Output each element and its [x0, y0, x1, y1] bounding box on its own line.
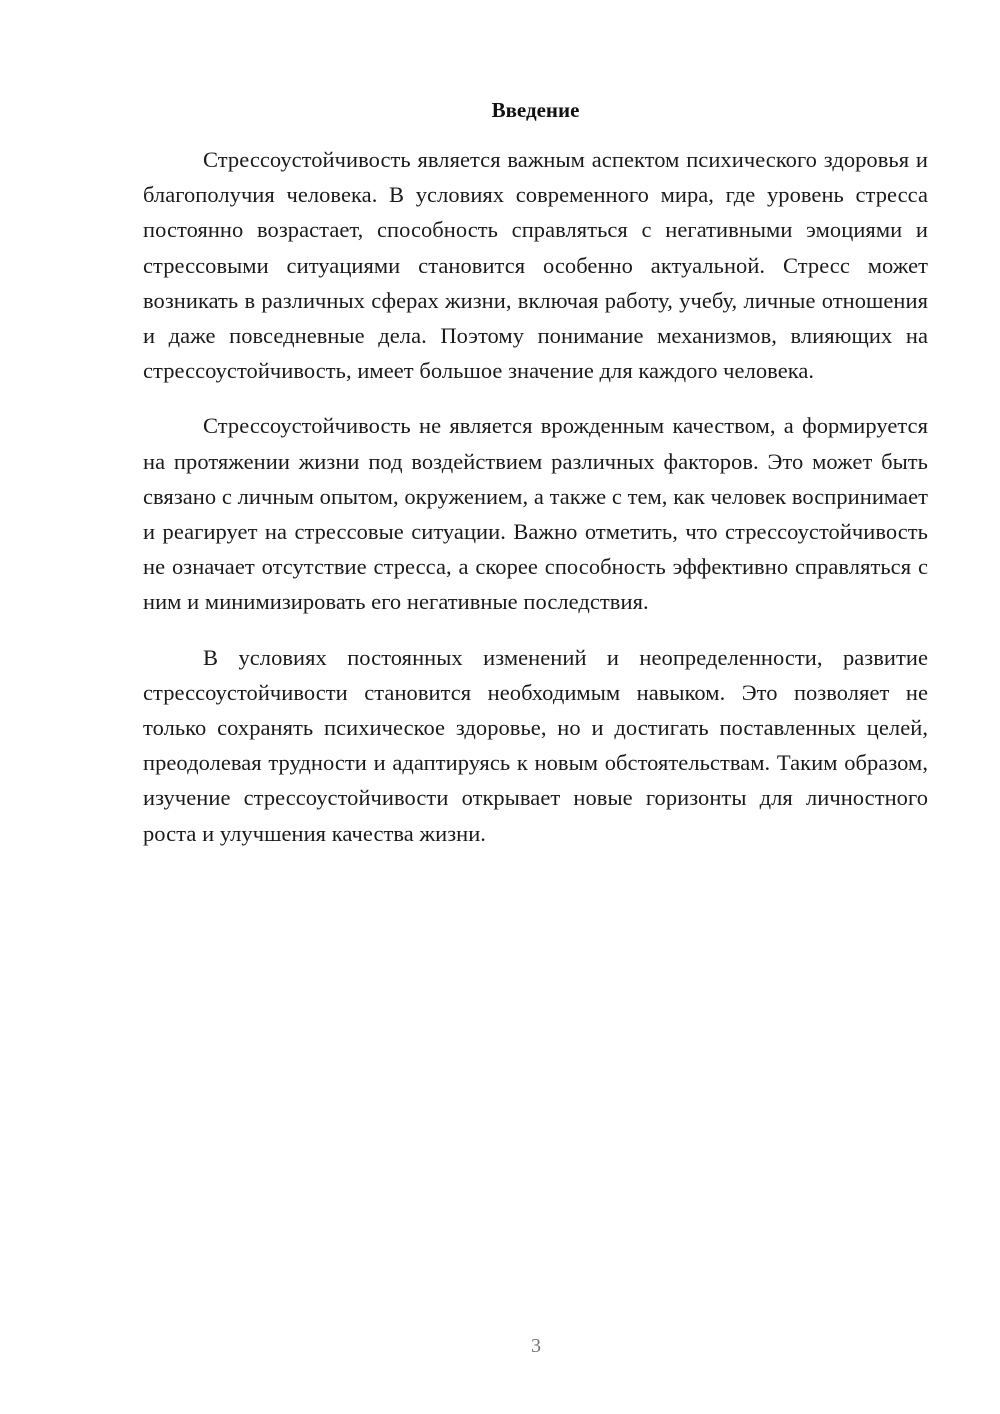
paragraph-3: В условиях постоянных изменений и неопределенности, развитие стрессоустойчивости становится необходимым навыком. Это позволяет не только сохранять психическое здоровье, но и достигать поставленных целей, преодолевая трудности и адаптируясь к новым обстоятельствам. Таким образом, изучение стрессоустойчивости открывает новые горизонты для личностного роста и улучшения качества жизни. — [143, 644, 928, 846]
page-content — [143, 92, 928, 851]
page-number: 3 — [531, 1335, 541, 1357]
paragraph-1: Стрессоустойчивость является важным аспектом психического здоровья и благополучия человека. В условиях современного мира, где уровень стресса постоянно возрастает, способность справляться с негативными эмоциями и стрессовыми ситуациями становится особенно актуальной. Стресс может возникать в различных сферах жизни, включая работу, учебу, личные отношения и даже повседневные дела. Поэтому понимание механизмов, влияющих на стрессоустойчивость, имеет большое значение для каждого человека. — [143, 147, 928, 384]
section-heading: Введение — [491, 98, 580, 122]
paragraph-2: Стрессоустойчивость не является врожденным качеством, а формируется на протяжении жизни под воздействием различных факторов. Это может быть связано с личным опытом, окружением, а также с тем, как человек воспринимает и реагирует на стрессовые ситуации. Важно отметить, что стрессоустойчивость не означает отсутствие стресса, а скорее способность эффективно справляться с ним и минимизировать его негативные последствия. — [143, 413, 928, 615]
